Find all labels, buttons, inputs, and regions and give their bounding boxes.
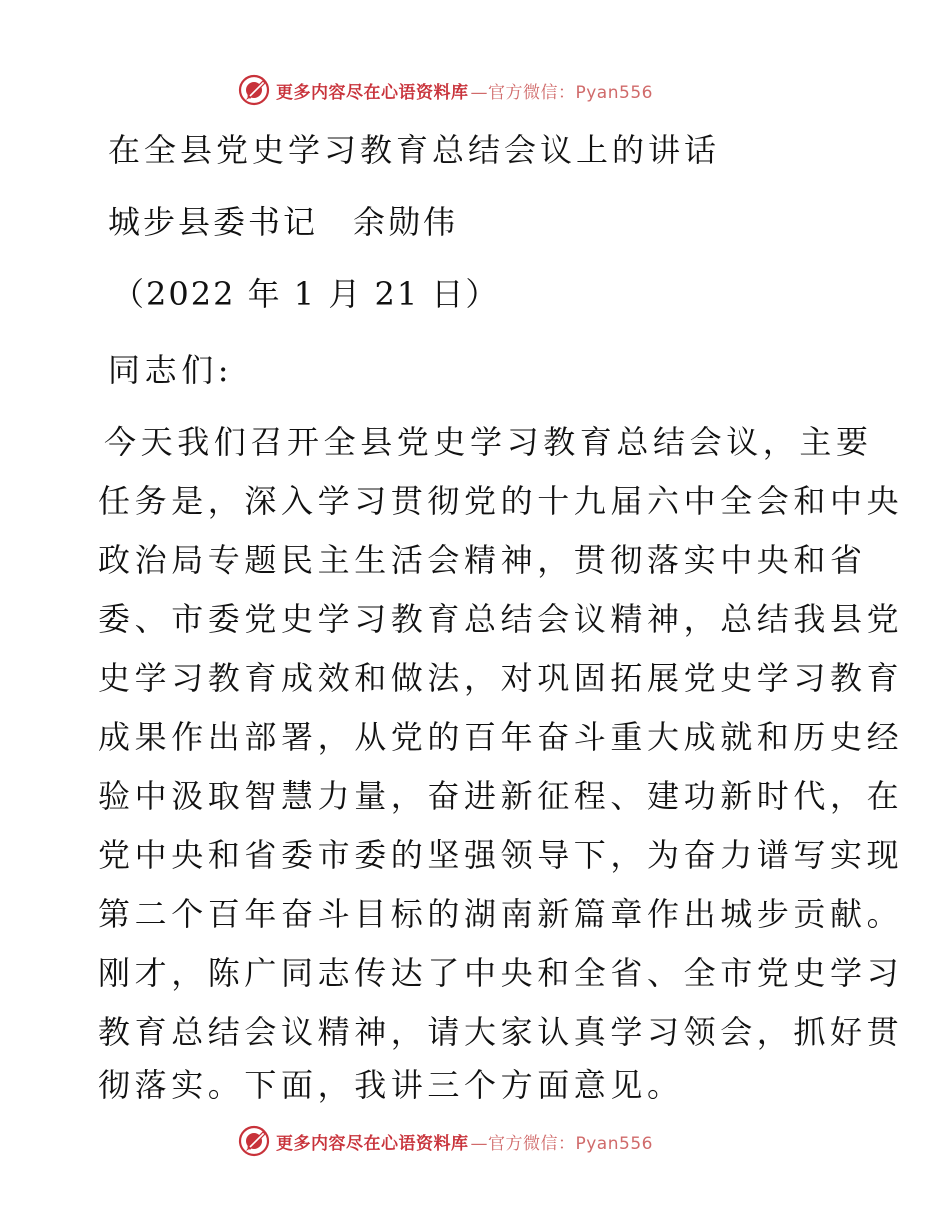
watermark-wechat: —官方微信：Pyan556 <box>470 82 653 103</box>
paragraph-line: 第二个百年奋斗目标的湖南新篇章作出城步贡献。 <box>98 895 904 933</box>
watermark-wechat: —官方微信：Pyan556 <box>470 1133 653 1154</box>
paragraph-line: 党中央和省委市委的坚强领导下，为奋力谱写实现 <box>98 836 904 874</box>
paragraph-line: 政治局专题民主生活会精神，贯彻落实中央和省 <box>98 541 867 579</box>
paragraph-line: 验中汲取智慧力量，奋进新征程、建功新时代，在 <box>98 777 904 815</box>
paragraph-line: 任务是，深入学习贯彻党的十九届六中全会和中央 <box>98 482 904 520</box>
speech-title: 在全县党史学习教育总结会议上的讲话 <box>108 131 721 169</box>
quill-logo-icon <box>238 74 270 106</box>
paragraph-line: 彻落实。下面，我讲三个方面意见。 <box>98 1066 684 1104</box>
watermark-header <box>238 74 653 106</box>
speech-greeting: 同志们: <box>108 351 234 389</box>
speech-date: （2022 年 1 月 21 日） <box>112 275 500 313</box>
quill-logo-icon <box>238 1125 270 1157</box>
paragraph-line: 教育总结会议精神，请大家认真学习领会，抓好贯 <box>98 1013 904 1051</box>
watermark-footer <box>238 1125 653 1157</box>
paragraph-line: 成果作出部署，从党的百年奋斗重大成就和历史经 <box>98 718 904 756</box>
paragraph-line: 刚才，陈广同志传达了中央和全省、全市党史学习 <box>98 954 904 992</box>
paragraph-line: 今天我们召开全县党史学习教育总结会议，主要 <box>104 423 873 461</box>
watermark-text: 更多内容尽在心语资料库 <box>276 1133 469 1154</box>
watermark-text: 更多内容尽在心语资料库 <box>276 82 469 103</box>
speech-author: 城步县委书记 余勋伟 <box>108 203 459 241</box>
paragraph-line: 委、市委党史学习教育总结会议精神，总结我县党 <box>98 600 904 638</box>
paragraph-line: 史学习教育成效和做法，对巩固拓展党史学习教育 <box>98 659 904 697</box>
